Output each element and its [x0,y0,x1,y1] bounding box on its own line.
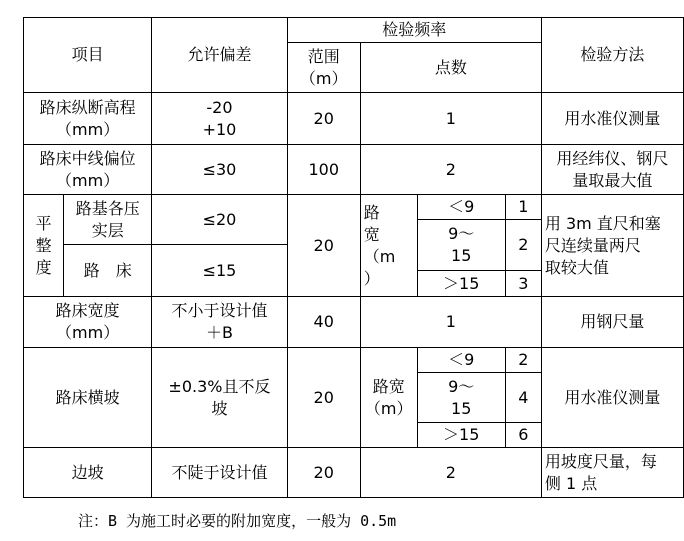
r2-tolerance: ≤30 [152,145,287,195]
r5-width-label: 路宽 （m） [360,348,417,448]
r3-group: 平 整 度 [24,195,64,297]
r4-method: 用钢尺量 [541,297,683,348]
r3-sub1: 路基各压 实层 [64,195,152,245]
r3-points-3: 3 [505,271,541,297]
r3-method: 用 3m 直尺和塞 尺连续量两尺 取较大值 [541,195,683,297]
header-tolerance: 允许偏差 [152,18,287,93]
r3-tol2: ≤15 [152,245,287,297]
r4-item: 路床宽度 （mm） [24,297,152,348]
r5-range: 20 [287,348,360,448]
header-frequency: 检验频率 [287,18,541,43]
r5-width-2: 9～ 15 [417,373,505,423]
r5-points-3: 6 [505,423,541,448]
r4-tolerance: 不小于设计值 ＋B [152,297,287,348]
r5-points-2: 4 [505,373,541,423]
r5-points-1: 2 [505,348,541,373]
r3-range: 20 [287,195,360,297]
r4-points: 1 [360,297,541,348]
r3-width-2: 9～ 15 [417,220,505,271]
r3-points-2: 2 [505,220,541,271]
r1-method: 用水准仪测量 [541,93,683,145]
r5-width-3: ＞15 [417,423,505,448]
inspection-table [23,17,684,498]
r3-sub2: 路 床 [64,245,152,297]
header-points: 点数 [360,43,541,93]
r4-range: 40 [287,297,360,348]
header-method: 检验方法 [541,18,683,93]
r6-item: 边坡 [24,448,152,498]
r5-tolerance: ±0.3%且不反 坡 [152,348,287,448]
r2-points: 2 [360,145,541,195]
header-range: 范围 （m） [287,43,360,93]
r1-range: 20 [287,93,360,145]
r3-points-1: 1 [505,195,541,220]
r3-tol1: ≤20 [152,195,287,245]
r2-method: 用经纬仪、钢尺 量取最大值 [541,145,683,195]
header-item: 项目 [24,18,152,93]
r6-range: 20 [287,448,360,498]
r6-points: 2 [360,448,541,498]
table-note: 注：B 为施工时必要的附加宽度，一般为 0.5m [78,512,397,530]
r5-item: 路床横坡 [24,348,152,448]
r3-width-3: ＞15 [417,271,505,297]
r2-item: 路床中线偏位 （mm） [24,145,152,195]
r1-points: 1 [360,93,541,145]
r5-method: 用水准仪测量 [541,348,683,448]
r1-tolerance: -20 +10 [152,93,287,145]
r3-width-1: ＜9 [417,195,505,220]
r6-method: 用坡度尺量，每 侧 1 点 [541,448,683,498]
r6-tolerance: 不陡于设计值 [152,448,287,498]
r5-width-1: ＜9 [417,348,505,373]
r2-range: 100 [287,145,360,195]
r1-item: 路床纵断高程 （mm） [24,93,152,145]
r3-width-label: 路 宽 （m ） [360,195,417,297]
